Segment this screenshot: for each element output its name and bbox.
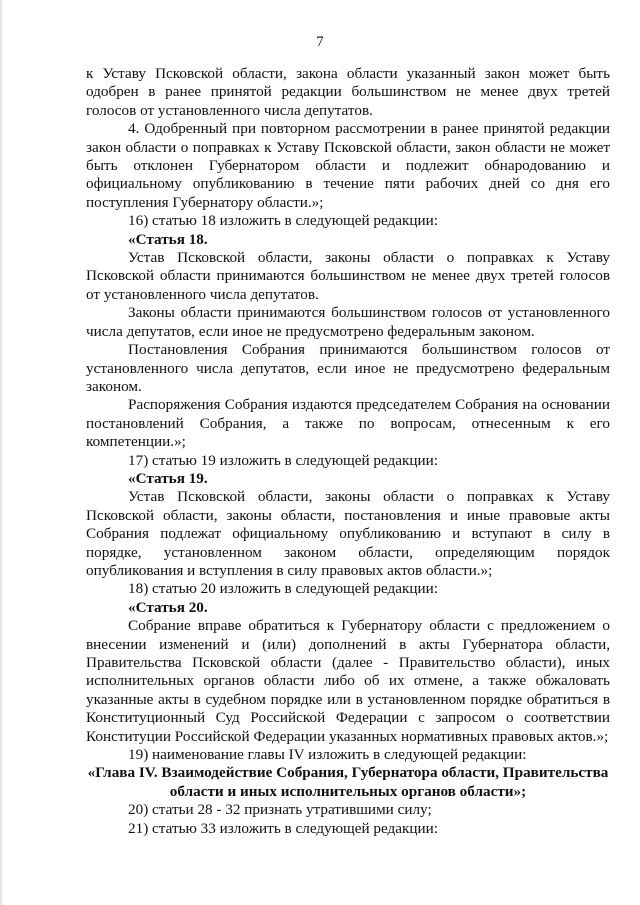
paragraph: Распоряжения Собрания издаются председателем Собрания на основании постановлений Собрания, а также по вопросам, отнесенным к его компетенции.»; xyxy=(86,396,610,451)
paragraph: Собрание вправе обратиться к Губернатору области с предложением о внесении изменений и (или) дополнений в акты Губернатора области, Правительства Псковской области (далее - Правительство области), иных исполнительных органов области либо об их отмене, а также обжаловать указанные акты в судебном порядке или в установленном порядке обратиться в Конституционный Суд Российской Федерации с запросом о соответствии Конституции Российской Федерации указанных нормативных правовых актов.»; xyxy=(86,617,610,745)
scan-edge-left xyxy=(0,0,2,905)
paragraph: Устав Псковской области, законы области о поправках к Уставу Псковской области принимаются большинством не менее двух третей голосов от установленного числа депутатов. xyxy=(86,249,610,303)
article-heading: «Статья 18. xyxy=(128,230,208,248)
amendment-item: 18) статью 20 изложить в следующей редакции: xyxy=(128,580,438,598)
article-heading: «Статья 20. xyxy=(128,598,208,616)
paragraph: Законы области принимаются большинством голосов от установленного числа депутатов, если иное не предусмотрено федеральным законом. xyxy=(86,304,610,340)
paragraph: Постановления Собрания принимаются большинством голосов от установленного числа депутатов, если иное не предусмотрено федеральным законом. xyxy=(86,341,610,395)
paragraph: 4. Одобренный при повторном рассмотрении в ранее принятой редакции закон области о поправках к Уставу Псковской области, закон области не может быть отклонен Губернатором области и подлежит обнародованию и официальному опубликованию в течение пяти рабочих дней со дня его поступления Губернатору области.»; xyxy=(86,120,610,211)
page-number: 7 xyxy=(316,34,324,50)
paragraph: Устав Псковской области, законы области о поправках к Уставу Псковской области, законы области, постановления и иные правовые акты Собрания подлежат официальному опубликованию и вступают в силу в порядке, установленном законом области, определяющим порядок опубликования и вступления в силу правовых актов области.»; xyxy=(86,488,610,579)
article-heading: «Статья 19. xyxy=(128,469,208,487)
amendment-item: 21) статью 33 изложить в следующей редакции: xyxy=(128,819,438,837)
amendment-item: 19) наименование главы IV изложить в следующей редакции: xyxy=(128,746,527,764)
amendment-item: 17) статью 19 изложить в следующей редакции: xyxy=(128,451,438,469)
chapter-heading: «Глава IV. Взаимодействие Собрания, Губернатора области, Правительства области и иных исполнительных органов области»; xyxy=(87,764,609,800)
document-body xyxy=(86,65,610,838)
amendment-item: 20) статьи 28 - 32 признать утратившими силу; xyxy=(128,801,432,819)
paragraph: к Уставу Псковской области, закона области указанный закон может быть одобрен в ранее принятой редакции большинством не менее двух третей голосов от установленного числа депутатов. xyxy=(86,65,610,119)
amendment-item: 16) статью 18 изложить в следующей редакции: xyxy=(128,212,438,230)
